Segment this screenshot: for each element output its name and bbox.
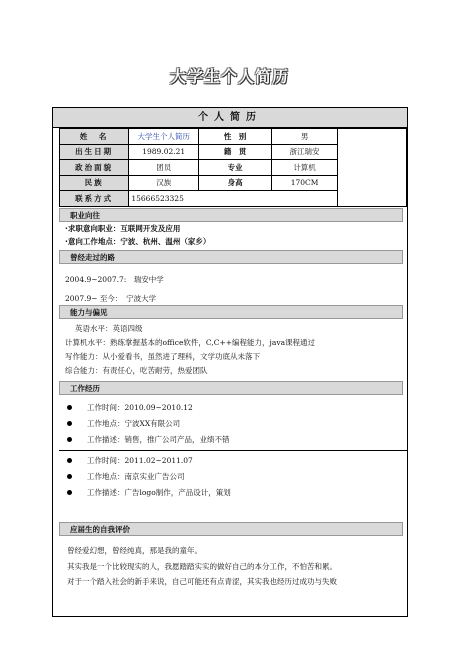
- bullet-icon: [67, 405, 72, 410]
- name-label: 姓 名: [60, 129, 129, 145]
- basic-info-table: [59, 128, 407, 207]
- photo-cell: [337, 129, 406, 207]
- skills-line-2: 计算机水平：熟练掌握基本的office软件，C,C++编程能力，java课程通过: [65, 338, 316, 347]
- skills-line-3: 写作能力：从小爱看书，虽然进了理科，文学功底从未落下: [65, 352, 260, 361]
- intent-text: [65, 223, 210, 248]
- major-label: 专业: [199, 160, 272, 176]
- self-eval-text: [67, 543, 337, 590]
- self-eval-line-1: 曾经爱幻想，曾经纯真，那是我的童年。: [67, 546, 202, 555]
- section-work-heading: 工作经历: [59, 381, 403, 395]
- major-value: 计算机: [272, 160, 338, 176]
- skills-line-4: 综合能力：有责任心，吃苦耐劳，热爱团队: [65, 366, 208, 375]
- gender-label: 性 别: [199, 129, 272, 145]
- birth-label: 出生日期: [60, 144, 129, 160]
- work-divider: [59, 450, 408, 451]
- intent-line-2: ·意向工作地点：宁波、杭州、温州（家乡）: [65, 236, 211, 246]
- self-eval-line-3: 对于一个踏入社会的新手来说，自己可能还有点青涩，其实我也经历过成功与失败: [67, 577, 337, 586]
- intent-line-1: ·求职意向职业：互联网开发及应用: [65, 224, 181, 233]
- job2-time: 工作时间：2011.02~2011.07: [67, 453, 231, 469]
- job2-place: 工作地点：南京实业广告公司: [67, 469, 231, 485]
- bullet-icon: [67, 421, 72, 426]
- name-value: 大学生个人简历: [129, 129, 199, 145]
- document-title: 大学生个人简历: [169, 67, 289, 86]
- resume-header: 个人简历: [53, 108, 407, 128]
- height-value: 170CM: [272, 175, 338, 191]
- skills-line-1: 英语水平：英语四级: [75, 324, 143, 333]
- education-line-1: 2004.9~2007.7: 瑞安中学: [65, 275, 164, 284]
- height-label: 身高: [199, 175, 272, 191]
- origin-label: 籍 贯: [199, 144, 272, 160]
- job1-time: 工作时间：2010.09~2010.12: [67, 400, 230, 416]
- section-intent-heading: 职业向往: [59, 208, 403, 222]
- self-eval-line-2: 其实我是一个比较现实的人，我愿踏踏实实的做好自己的本分工作，不怕苦和累。: [67, 561, 337, 571]
- section-skills-heading: 能力与偏见: [59, 305, 403, 319]
- bullet-icon: [67, 474, 72, 479]
- job1-place: 工作地点：宁波XX有限公司: [67, 416, 230, 432]
- bullet-icon: [67, 458, 72, 463]
- politics-value: 团员: [129, 160, 199, 176]
- section-education-heading: 曾经走过的路: [59, 250, 403, 264]
- bullet-icon: [67, 437, 72, 442]
- politics-label: 政治面貌: [60, 160, 129, 176]
- education-text: [65, 270, 164, 308]
- education-line-2: 2007.9~ 至今： 宁波大学: [65, 294, 157, 303]
- job1-desc: 工作描述：销售，推广公司产品，业绩不错: [67, 432, 230, 448]
- birth-value: 1989.02.21: [129, 144, 199, 160]
- job2-desc: 工作描述：广告logo制作，产品设计，策划: [67, 485, 231, 501]
- ethnic-label: 民族: [60, 175, 129, 191]
- work-job-2: [67, 453, 231, 501]
- bullet-icon: [67, 490, 72, 495]
- section-self-eval-heading: 应届生的自我评价: [59, 522, 403, 536]
- work-job-1: [67, 400, 230, 448]
- origin-value: 浙江瑞安: [272, 144, 338, 160]
- skills-text: [65, 322, 315, 378]
- resume-table: [52, 107, 408, 617]
- contact-label: 联系方式: [60, 191, 129, 207]
- contact-value: 15666523325: [129, 191, 337, 207]
- gender-value: 男: [272, 129, 338, 145]
- ethnic-value: 汉族: [129, 175, 199, 191]
